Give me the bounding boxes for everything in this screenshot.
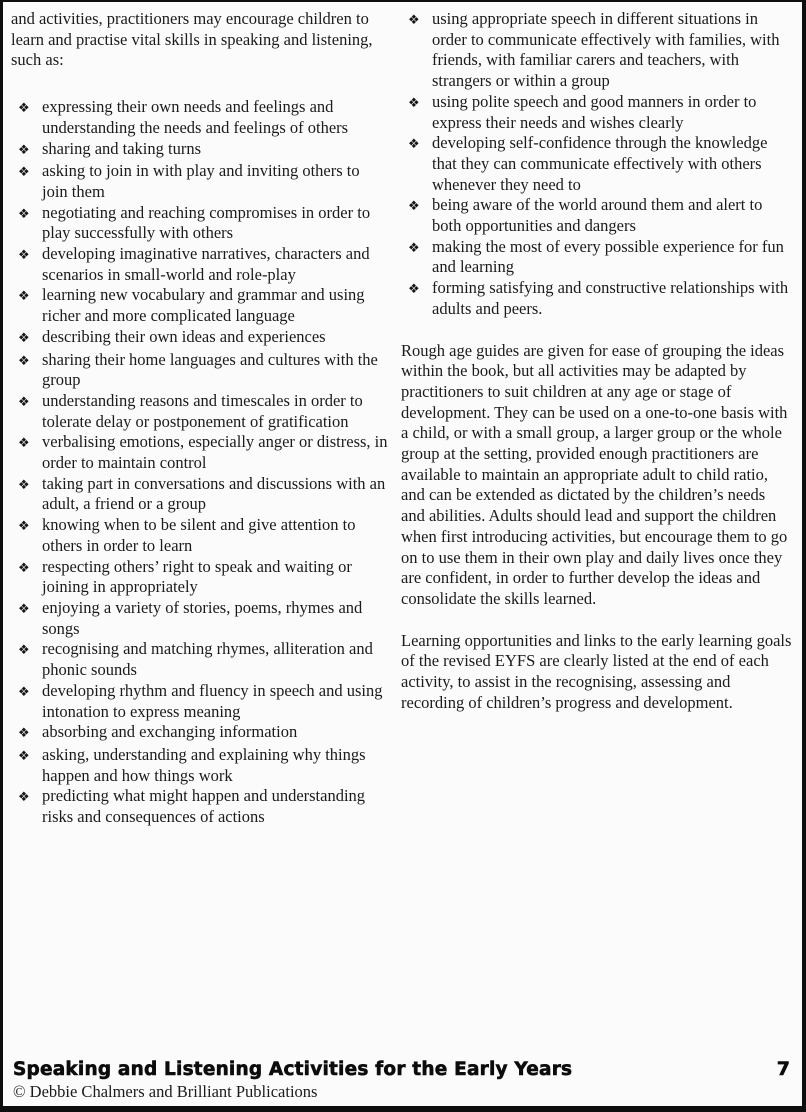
diamond-bullet-icon: ❖ bbox=[408, 137, 420, 153]
diamond-bullet-icon: ❖ bbox=[18, 748, 30, 764]
bullet-text: forming satisfying and constructive relationships with adults and peers. bbox=[432, 278, 789, 318]
bullet-text: using appropriate speech in different situations in order to communicate effectively with families, with friends, with familiar carers and teachers, with strangers or within a group bbox=[432, 9, 780, 91]
body-paragraph-learning-opportunities: Learning opportunities and links to the early learning goals of the revised EYFS are clearly listed at the end of each activity, to assist in the recognising, assessing and recording of children’s progress and development. bbox=[401, 630, 792, 712]
skills-list-right bbox=[401, 9, 792, 320]
diamond-bullet-icon: ❖ bbox=[18, 436, 30, 452]
bullet-item bbox=[11, 391, 389, 432]
bullet-item bbox=[11, 432, 389, 473]
bullet-text: developing rhythm and fluency in speech and using intonation to express meaning bbox=[42, 680, 383, 721]
diamond-bullet-icon: ❖ bbox=[18, 519, 30, 535]
skills-list-left bbox=[11, 97, 389, 828]
body-paragraph-age-guides: Rough age guides are given for ease of grouping the ideas within the book, but all activities may be adapted by practitioners to suit children at any age or stage of development. They can be used on a one-to-one basis with a child, or with a small group, a larger group or the whole group at the setting, provided enough practitioners are available to maintain an appropriate adult to child ratio, and can be extended as dictated by the children’s needs and abilities. Adults should lead and support the children when first introducing activities, but encourage them to go on to use them in their own play and daily lives once they are confident, in order to further develop the ideas and consolidate the skills learned. bbox=[401, 340, 788, 608]
footer-title-row bbox=[13, 1059, 790, 1081]
bullet-item bbox=[401, 278, 792, 319]
bullet-item bbox=[11, 598, 389, 639]
diamond-bullet-icon: ❖ bbox=[18, 726, 30, 742]
bullet-item bbox=[11, 139, 389, 162]
bullet-item bbox=[11, 515, 389, 556]
bullet-item bbox=[11, 350, 389, 391]
bullet-item bbox=[11, 97, 389, 138]
bullet-text: enjoying a variety of stories, poems, rhymes and songs bbox=[42, 597, 363, 638]
bullet-item bbox=[11, 681, 389, 722]
bullet-item bbox=[11, 722, 389, 745]
bullet-text: knowing when to be silent and give attention to others in order to learn bbox=[42, 515, 356, 555]
bullet-item bbox=[11, 474, 389, 515]
diamond-bullet-icon: ❖ bbox=[408, 199, 420, 215]
bullet-text: respecting others’ right to speak and waiting or joining in appropriately bbox=[42, 556, 352, 597]
intro-paragraph: and activities, practitioners may encourage children to learn and practise vital skills in speaking and listening, such as: bbox=[11, 9, 373, 70]
bullet-text: sharing and taking turns bbox=[42, 138, 202, 158]
bullet-item bbox=[11, 203, 389, 244]
copyright-line: © Debbie Chalmers and Brilliant Publications bbox=[13, 1082, 318, 1102]
bullet-text: recognising and matching rhymes, alliteration and phonic sounds bbox=[42, 639, 373, 680]
left-column bbox=[11, 9, 397, 828]
diamond-bullet-icon: ❖ bbox=[408, 282, 420, 298]
page-number: 7 bbox=[776, 1057, 790, 1080]
bullet-item bbox=[11, 745, 389, 786]
diamond-bullet-icon: ❖ bbox=[18, 289, 30, 305]
bullet-text: asking, understanding and explaining why things happen and how things work bbox=[42, 744, 366, 785]
bullet-item bbox=[11, 786, 389, 827]
diamond-bullet-icon: ❖ bbox=[18, 101, 30, 117]
bullet-item bbox=[11, 639, 389, 680]
diamond-bullet-icon: ❖ bbox=[408, 13, 420, 28]
bullet-text: describing their own ideas and experiences bbox=[42, 326, 326, 346]
bullet-item bbox=[11, 557, 389, 598]
diamond-bullet-icon: ❖ bbox=[18, 206, 30, 222]
bullet-text: negotiating and reaching compromises in order to play successfully with others bbox=[42, 202, 371, 243]
bullet-item bbox=[401, 195, 792, 236]
diamond-bullet-icon: ❖ bbox=[18, 560, 30, 576]
bullet-text: predicting what might happen and understanding risks and consequences of actions bbox=[42, 786, 366, 827]
bullet-text: developing self-confidence through the knowledge that they can communicate effectively with others whenever they need to bbox=[432, 133, 768, 194]
bullet-item bbox=[11, 244, 389, 285]
diamond-bullet-icon: ❖ bbox=[18, 790, 30, 806]
bullet-text: using polite speech and good manners in order to express their needs and wishes clearly bbox=[432, 91, 757, 132]
bullet-item bbox=[11, 161, 389, 202]
diamond-bullet-icon: ❖ bbox=[18, 142, 30, 158]
bullet-item bbox=[401, 92, 792, 133]
bullet-text: expressing their own needs and feelings and understanding the needs and feelings of others bbox=[42, 97, 349, 137]
diamond-bullet-icon: ❖ bbox=[18, 330, 30, 346]
bullet-item bbox=[401, 133, 792, 195]
bullet-text: being aware of the world around them and alert to both opportunities and dangers bbox=[432, 195, 763, 236]
bullet-text: absorbing and exchanging information bbox=[42, 722, 298, 742]
diamond-bullet-icon: ❖ bbox=[18, 601, 30, 617]
page-content bbox=[3, 2, 802, 828]
diamond-bullet-icon: ❖ bbox=[408, 95, 420, 111]
bullet-text: sharing their home languages and cultures with the group bbox=[42, 349, 378, 390]
bullet-text: asking to join in with play and inviting others to join them bbox=[42, 161, 360, 201]
right-column bbox=[397, 9, 802, 828]
bullet-item bbox=[401, 237, 792, 278]
diamond-bullet-icon: ❖ bbox=[18, 477, 30, 493]
diamond-bullet-icon: ❖ bbox=[18, 353, 30, 369]
book-title: Speaking and Listening Activities for the Early Years bbox=[13, 1058, 573, 1080]
bullet-item bbox=[11, 285, 389, 326]
diamond-bullet-icon: ❖ bbox=[18, 643, 30, 659]
diamond-bullet-icon: ❖ bbox=[18, 684, 30, 700]
bullet-text: making the most of every possible experience for fun and learning bbox=[432, 236, 784, 277]
bullet-item bbox=[401, 9, 792, 92]
bullet-text: taking part in conversations and discussions with an adult, a friend or a group bbox=[42, 473, 386, 514]
bullet-text: learning new vocabulary and grammar and using richer and more complicated language bbox=[42, 285, 365, 326]
bullet-text: understanding reasons and timescales in order to tolerate delay or postponement of gratification bbox=[42, 390, 363, 431]
bullet-text: developing imaginative narratives, characters and scenarios in small-world and role-play bbox=[42, 244, 370, 284]
bullet-item bbox=[11, 327, 389, 350]
diamond-bullet-icon: ❖ bbox=[18, 394, 30, 410]
diamond-bullet-icon: ❖ bbox=[18, 248, 30, 264]
bullet-text: verbalising emotions, especially anger or distress, in order to maintain control bbox=[42, 432, 388, 473]
page-footer bbox=[13, 1059, 790, 1103]
diamond-bullet-icon: ❖ bbox=[408, 240, 420, 256]
diamond-bullet-icon: ❖ bbox=[18, 165, 30, 181]
